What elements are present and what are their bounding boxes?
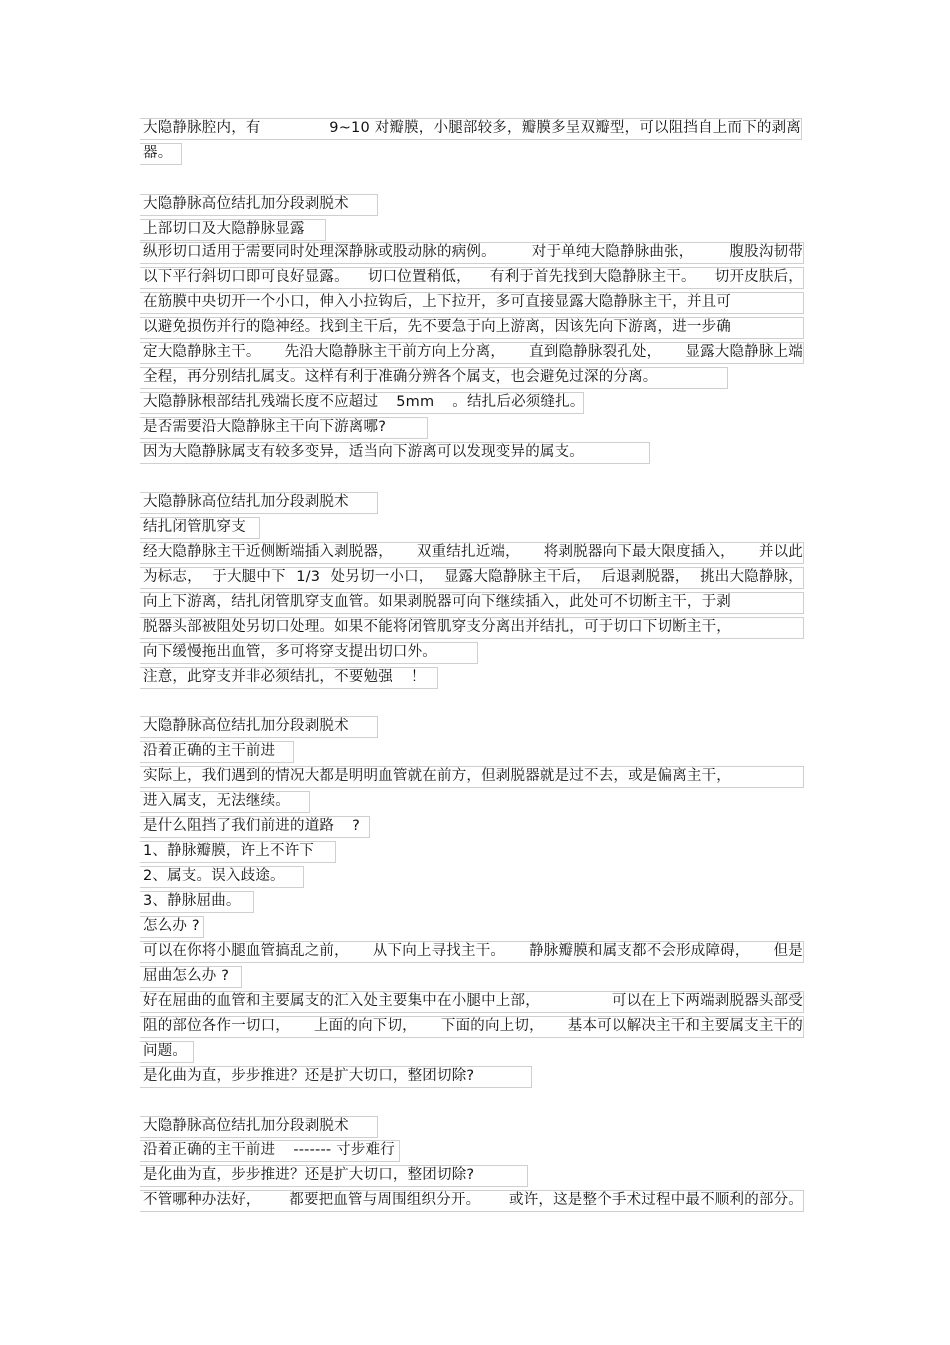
text-segment: 大隐静脉高位结扎加分段剥脱术 xyxy=(143,196,349,212)
text-line xyxy=(143,1138,395,1162)
text-segment: 以避免损伤并行的隐神经。找到主干后，先不要急于向上游离，因该先向下游离，进一步确 xyxy=(143,319,731,335)
text-segment: 可以在上下两端剥脱器头部受 xyxy=(611,993,803,1009)
text-segment: 是化曲为直，步步推进？还是扩大切口，整团切除? xyxy=(143,1167,475,1183)
text-line xyxy=(143,814,360,838)
text-segment: 并以此 xyxy=(758,544,803,560)
text-segment: 实际上，我们遇到的情况大都是明明血管就在前方，但剥脱器就是过不去，或是偏离主干， xyxy=(143,768,731,784)
text-segment: 定大隐静脉主干。 xyxy=(143,344,261,360)
text-segment: 双重结扎近端， xyxy=(416,544,520,560)
text-segment: 有利于首先找到大隐静脉主干。 xyxy=(489,269,696,285)
text-segment: 向下缓慢拖出血管，多可将穿支提出切口外。 xyxy=(143,644,437,660)
text-segment: 屈曲怎么办 ? xyxy=(143,968,230,984)
text-segment: 器。 xyxy=(143,145,173,161)
text-segment: 直到隐静脉裂孔处， xyxy=(529,344,662,360)
text-line xyxy=(143,565,803,589)
text-line xyxy=(143,939,803,963)
text-segment: 5mm xyxy=(396,394,435,410)
text-line xyxy=(143,515,246,539)
text-segment: 阻的部位各作一切口， xyxy=(143,1018,290,1034)
text-segment: 沿着正确的主干前进 xyxy=(143,743,276,759)
text-segment: 9~10 对瓣膜，小腿部较多，瓣膜多呈双瓣型，可以阻挡自上而下的剥离 xyxy=(329,120,801,136)
text-line xyxy=(143,889,241,913)
text-segment: 全程，再分别结扎属支。这样有利于准确分辨各个属支，也会避免过深的分离。 xyxy=(143,369,658,385)
text-segment: 对于单纯大隐静脉曲张， xyxy=(531,244,694,260)
text-line xyxy=(143,415,386,439)
text-segment: 问题。 xyxy=(143,1043,188,1059)
text-segment: 是否需要沿大隐静脉主干向下游离哪? xyxy=(143,419,387,435)
text-segment: 注意，此穿支并非必须结扎，不要勉强 xyxy=(143,669,393,685)
text-segment: 为标志， xyxy=(143,569,202,585)
text-line xyxy=(143,590,731,614)
text-segment: ！ xyxy=(410,669,426,685)
text-line xyxy=(143,1064,474,1088)
text-segment: 切开皮肤后， xyxy=(714,269,803,285)
text-line xyxy=(143,440,584,464)
text-segment: 纵形切口适用于需要同时处理深静脉或股动脉的病例。 xyxy=(143,244,496,260)
text-segment: 下面的向上切， xyxy=(440,1018,544,1034)
text-line xyxy=(143,116,801,140)
text-segment: 显露大隐静脉上端 xyxy=(685,344,803,360)
text-line xyxy=(143,315,731,339)
text-segment: 都要把血管与周围组织分开。 xyxy=(289,1192,481,1208)
text-segment: ? xyxy=(352,818,361,834)
text-line xyxy=(143,1039,187,1063)
text-line xyxy=(143,1014,803,1038)
text-segment: 静脉瓣膜和属支都不会形成障碍， xyxy=(529,943,750,959)
text-segment: 脱器头部被阻处另切口处理。如果不能将闭管肌穿支分离出并结扎，可于切口下切断主干， xyxy=(143,619,731,635)
text-segment: 大隐静脉高位结扎加分段剥脱术 xyxy=(143,1118,349,1134)
text-segment: 上面的向下切， xyxy=(313,1018,417,1034)
text-line xyxy=(143,839,314,863)
text-segment: 挑出大隐静脉， xyxy=(700,569,803,585)
text-segment: 经大隐静脉主干近侧断端插入剥脱器， xyxy=(143,544,393,560)
text-line xyxy=(143,265,803,289)
text-segment: 腹股沟韧带 xyxy=(729,244,803,260)
text-segment: 基本可以解决主干和主要属支主干的 xyxy=(567,1018,803,1034)
text-segment: ------- 寸步难行 xyxy=(293,1142,395,1158)
text-line xyxy=(143,490,349,514)
text-segment: 或许，这是整个手术过程中最不顺利的部分。 xyxy=(509,1192,803,1208)
text-segment: 。结扎后必须缝扎。 xyxy=(452,394,585,410)
text-segment: 上部切口及大隐静脉显露 xyxy=(143,221,305,237)
text-segment: 大隐静脉腔内，有 xyxy=(143,120,261,136)
text-segment: 是什么阻挡了我们前进的道路 xyxy=(143,818,335,834)
text-segment: 因为大隐静脉属支有较多变异，适当向下游离可以发现变异的属支。 xyxy=(143,444,584,460)
text-segment: 于大腿中下 xyxy=(212,569,286,585)
text-segment: 先沿大隐静脉主干前方向上分离， xyxy=(284,344,506,360)
text-segment: 切口位置稍低， xyxy=(367,269,471,285)
text-line xyxy=(143,540,803,564)
text-segment: 显露大隐静脉主干后， xyxy=(443,569,591,585)
text-segment: 向上下游离，结扎闭管肌穿支血管。如果剥脱器可向下继续插入，此处可不切断主干，于剥 xyxy=(143,594,731,610)
text-segment: 2、属支。误入歧途。 xyxy=(143,868,285,884)
text-segment: 处另切一小口， xyxy=(330,569,434,585)
text-line xyxy=(143,1114,349,1138)
text-segment: 后退剥脱器， xyxy=(601,569,690,585)
text-line xyxy=(143,1163,474,1187)
text-segment: 好在屈曲的血管和主要属支的汇入处主要集中在小腿中上部， xyxy=(143,993,540,1009)
text-line xyxy=(143,964,229,988)
text-line xyxy=(143,390,585,414)
text-line xyxy=(143,615,731,639)
text-segment: 以下平行斜切口即可良好显露。 xyxy=(143,269,349,285)
text-segment: 将剥脱器向下最大限度插入， xyxy=(543,544,735,560)
text-line xyxy=(143,365,658,389)
text-line xyxy=(143,640,437,664)
text-line xyxy=(143,141,172,165)
text-segment: 大隐静脉根部结扎残端长度不应超过 xyxy=(143,394,379,410)
text-segment: 大隐静脉高位结扎加分段剥脱术 xyxy=(143,718,349,734)
text-segment: 可以在你将小腿血管搞乱之前， xyxy=(143,943,349,959)
text-line xyxy=(143,714,349,738)
text-line xyxy=(143,340,803,364)
text-segment: 进入属支，无法继续。 xyxy=(143,793,290,809)
text-line xyxy=(143,217,305,241)
text-segment: 但是 xyxy=(773,943,803,959)
text-line xyxy=(143,989,803,1013)
text-line xyxy=(143,739,275,763)
text-segment: 1/3 xyxy=(296,569,321,585)
text-line xyxy=(143,914,200,938)
text-segment: 怎么办 ? xyxy=(143,918,200,934)
text-line xyxy=(143,764,731,788)
text-segment: 是化曲为直，步步推进？还是扩大切口，整团切除? xyxy=(143,1068,475,1084)
text-line xyxy=(143,789,290,813)
text-line xyxy=(143,290,731,314)
text-segment: 1、静脉瓣膜，许上不许下 xyxy=(143,843,315,859)
text-line xyxy=(143,1188,803,1212)
text-segment: 在筋膜中央切开一个小口，伸入小拉钩后，上下拉开，多可直接显露大隐静脉主干，并且可 xyxy=(143,294,731,310)
text-segment: 结扎闭管肌穿支 xyxy=(143,519,246,535)
text-segment: 3、静脉屈曲。 xyxy=(143,893,241,909)
text-line xyxy=(143,864,285,888)
text-line xyxy=(143,240,803,264)
text-line xyxy=(143,665,426,689)
text-segment: 沿着正确的主干前进 xyxy=(143,1142,276,1158)
text-segment: 从下向上寻找主干。 xyxy=(372,943,506,959)
text-segment: 大隐静脉高位结扎加分段剥脱术 xyxy=(143,494,349,510)
text-segment: 不管哪种办法好， xyxy=(143,1192,261,1208)
text-line xyxy=(143,192,349,216)
